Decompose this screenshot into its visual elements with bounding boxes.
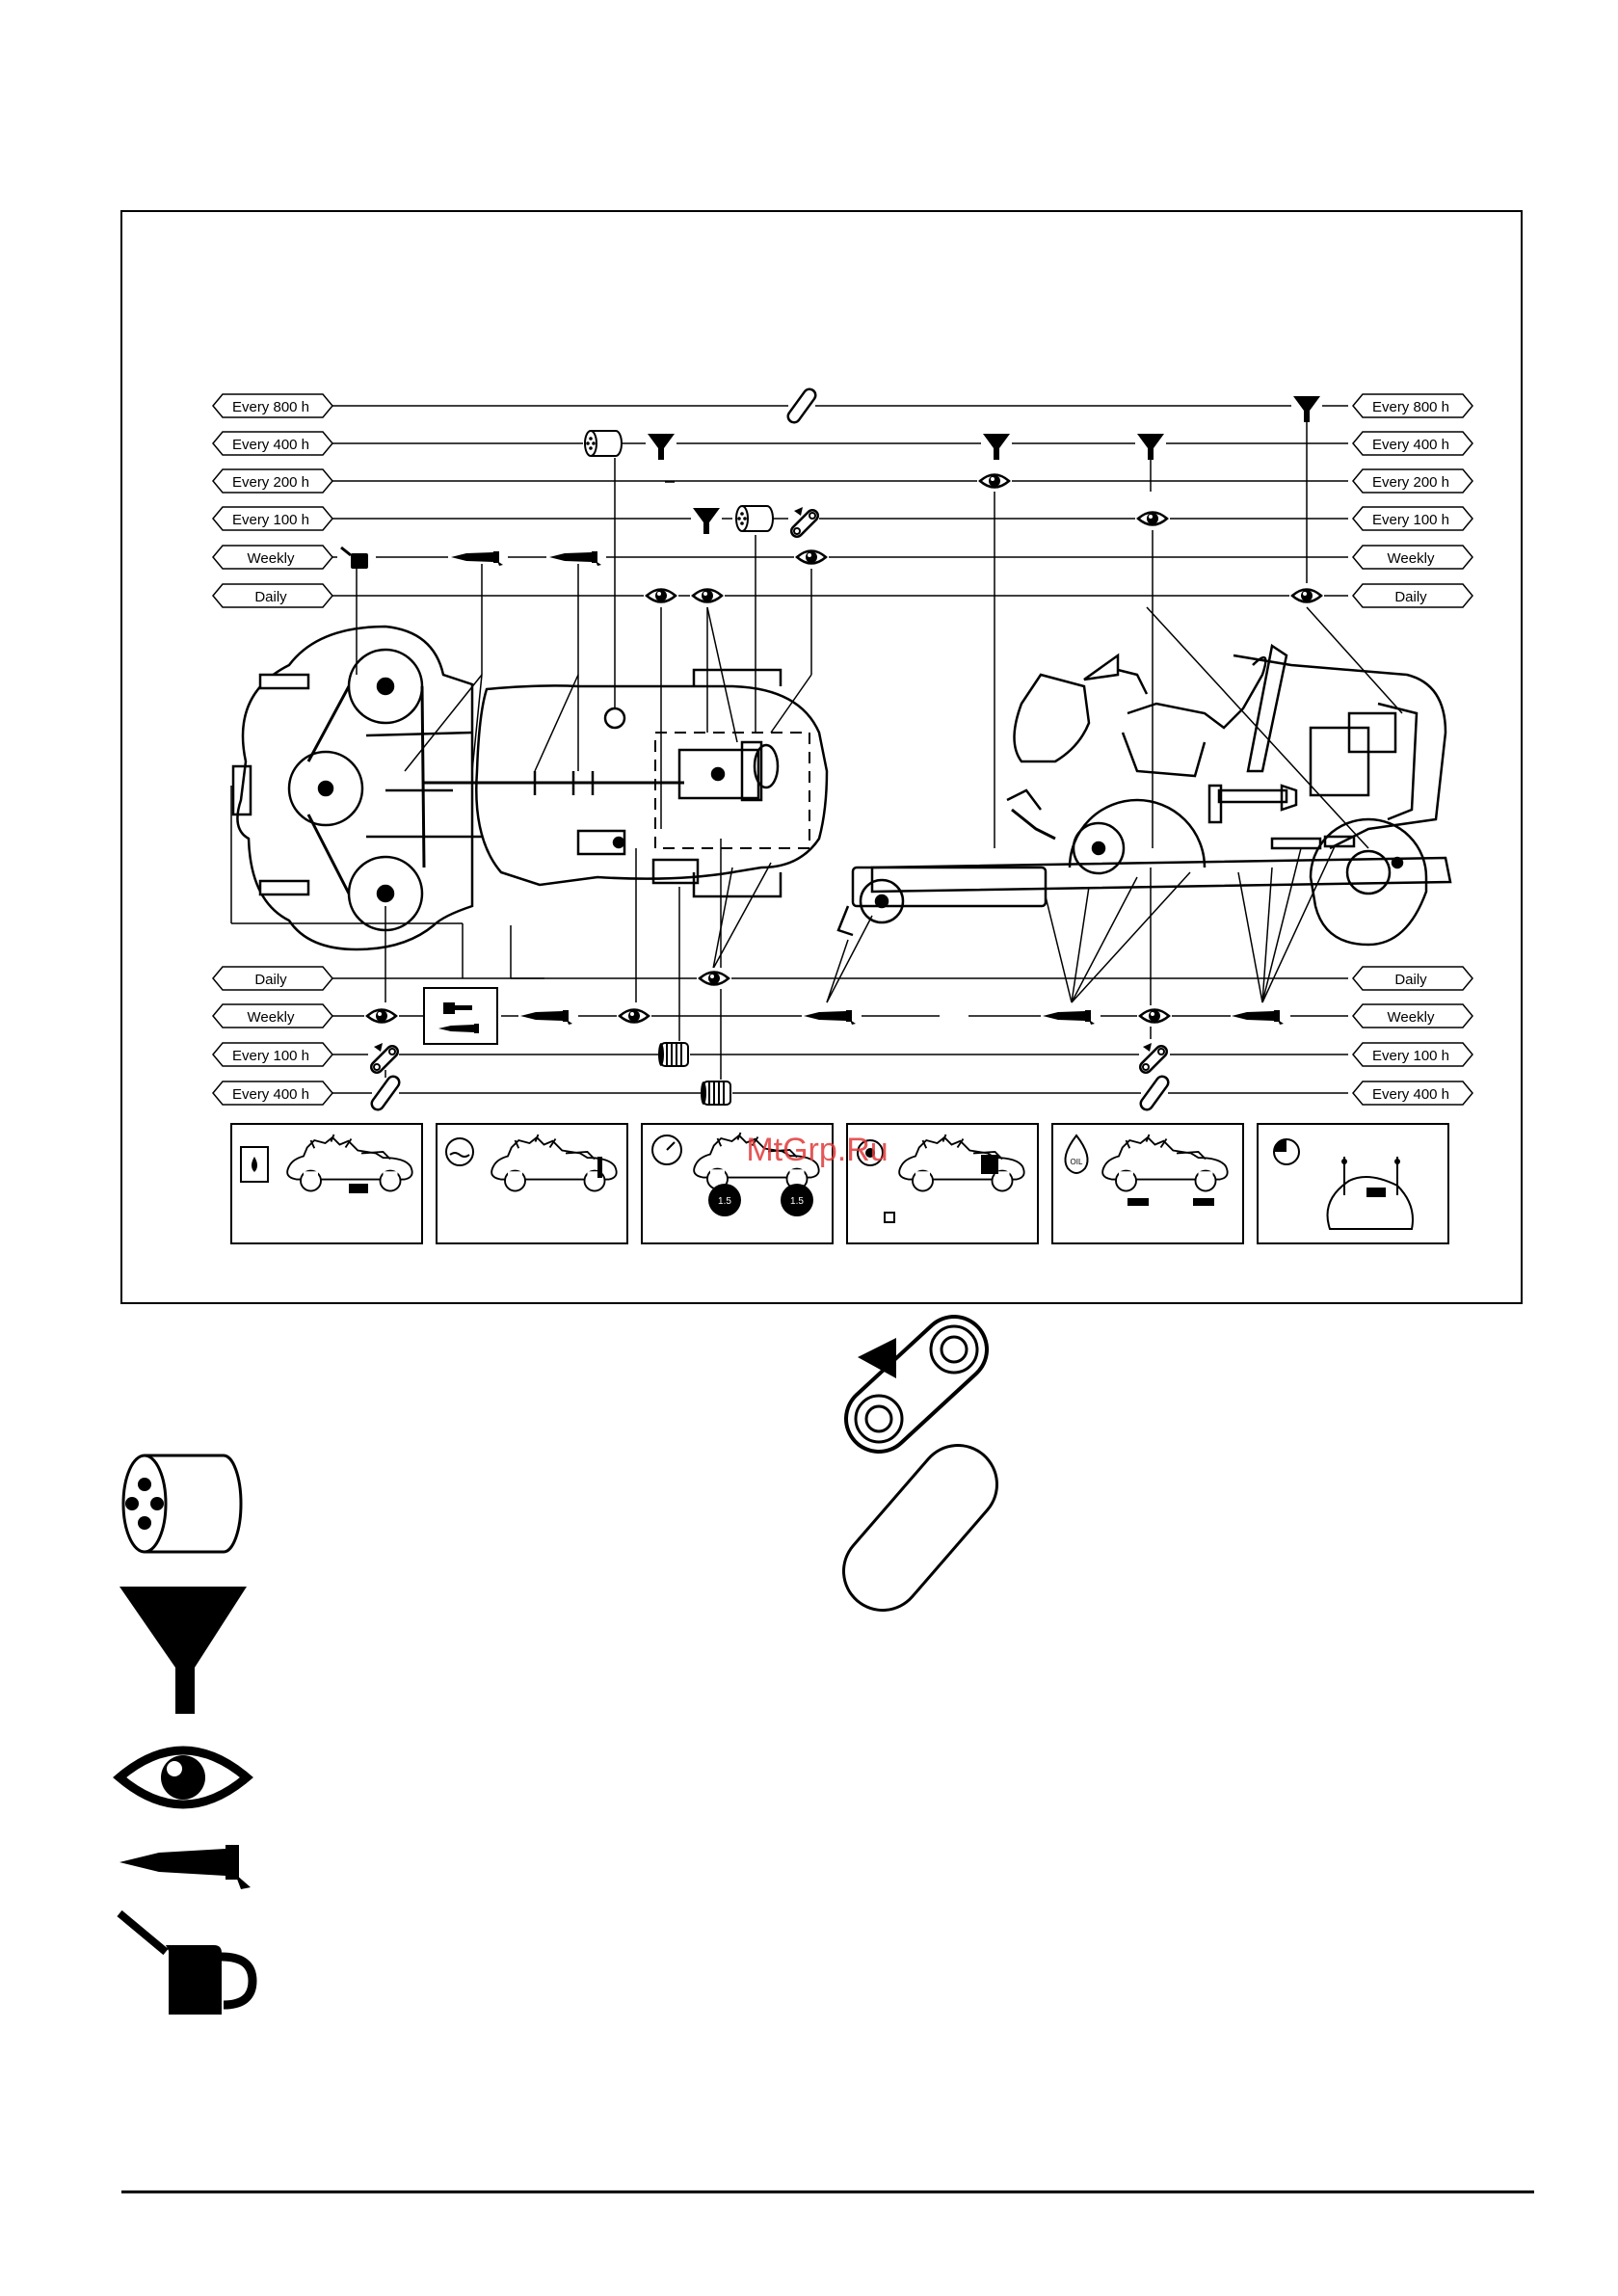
- eye-icon: [620, 1010, 649, 1023]
- air-filter-icon: [701, 1081, 730, 1105]
- legend: [119, 1326, 977, 2015]
- deck-panel: [1258, 1124, 1448, 1243]
- label-every-800h-right: Every 800 h: [1371, 399, 1450, 415]
- battery-icon: [981, 1155, 998, 1174]
- top-left-labels: [213, 394, 332, 607]
- oil-drop-label: OIL: [1070, 1158, 1083, 1166]
- bottom-callouts: [385, 839, 1335, 1080]
- label-every-100h-bottom-right: Every 100 h: [1371, 1048, 1450, 1064]
- side-view-callouts: [995, 419, 1402, 848]
- eye-icon: [1292, 590, 1321, 602]
- eye-icon: [1138, 513, 1167, 525]
- label-every-200h-left: Every 200 h: [231, 474, 310, 491]
- filter-cylinder-icon: [123, 1455, 241, 1552]
- eye-icon: [693, 590, 722, 602]
- tire-pressure-front: 1.5: [718, 1196, 731, 1207]
- belt-tension-icon: [856, 1326, 977, 1442]
- label-every-200h-right: Every 200 h: [1371, 474, 1450, 491]
- filter-cylinder-icon: [585, 431, 622, 456]
- bottom-right-labels: [1353, 967, 1472, 1105]
- label-weekly-left: Weekly: [247, 550, 295, 567]
- bottom-row-icons: [364, 968, 1290, 1108]
- air-filter-icon: [658, 1043, 688, 1066]
- top-row-icons: [337, 390, 1324, 606]
- belt-icon: [883, 1484, 958, 1571]
- label-every-400h-left: Every 400 h: [231, 437, 310, 453]
- label-every-100h-bottom-left: Every 100 h: [231, 1048, 310, 1064]
- filter-cylinder-icon: [736, 506, 773, 531]
- oil-can-icon: [119, 1913, 252, 2015]
- eye-icon: [1140, 1010, 1169, 1023]
- label-every-100h-right: Every 100 h: [1371, 512, 1450, 528]
- tractor-side-view: [838, 646, 1450, 945]
- grease-gun-icon: [119, 1845, 251, 1889]
- label-daily-bottom-left: Daily: [254, 972, 287, 988]
- label-every-400h-bottom-right: Every 400 h: [1371, 1086, 1450, 1103]
- eye-icon: [797, 551, 826, 564]
- eye-icon: [119, 1750, 247, 1804]
- bottom-left-labels: [213, 967, 332, 1105]
- label-every-800h-left: Every 800 h: [231, 399, 310, 415]
- label-every-400h-bottom-left: Every 400 h: [231, 1086, 310, 1103]
- label-every-100h-left: Every 100 h: [231, 512, 310, 528]
- top-view-callouts: [231, 458, 811, 1002]
- label-daily-left: Daily: [254, 589, 287, 605]
- label-weekly-right: Weekly: [1387, 550, 1435, 567]
- label-daily-bottom-right: Daily: [1394, 972, 1427, 988]
- tractor-top-view: [233, 627, 827, 949]
- tire-pressure-rear: 1.5: [790, 1196, 804, 1207]
- brush-grease-icon: [424, 988, 497, 1044]
- label-every-400h-right: Every 400 h: [1371, 437, 1450, 453]
- eye-icon: [647, 590, 676, 602]
- watermark: MtGrp.Ru: [746, 1132, 889, 1168]
- eye-icon: [700, 973, 729, 985]
- fuel-panel: [231, 1124, 422, 1243]
- funnel-icon: [119, 1587, 247, 1714]
- eye-icon: [980, 475, 1009, 488]
- eye-icon: [367, 1010, 396, 1023]
- label-weekly-bottom-right: Weekly: [1387, 1009, 1435, 1026]
- coolant-panel: [437, 1124, 627, 1243]
- top-right-labels: [1353, 394, 1472, 607]
- oil-panel: [1052, 1124, 1243, 1243]
- label-daily-right: Daily: [1394, 589, 1427, 605]
- label-weekly-bottom-left: Weekly: [247, 1009, 295, 1026]
